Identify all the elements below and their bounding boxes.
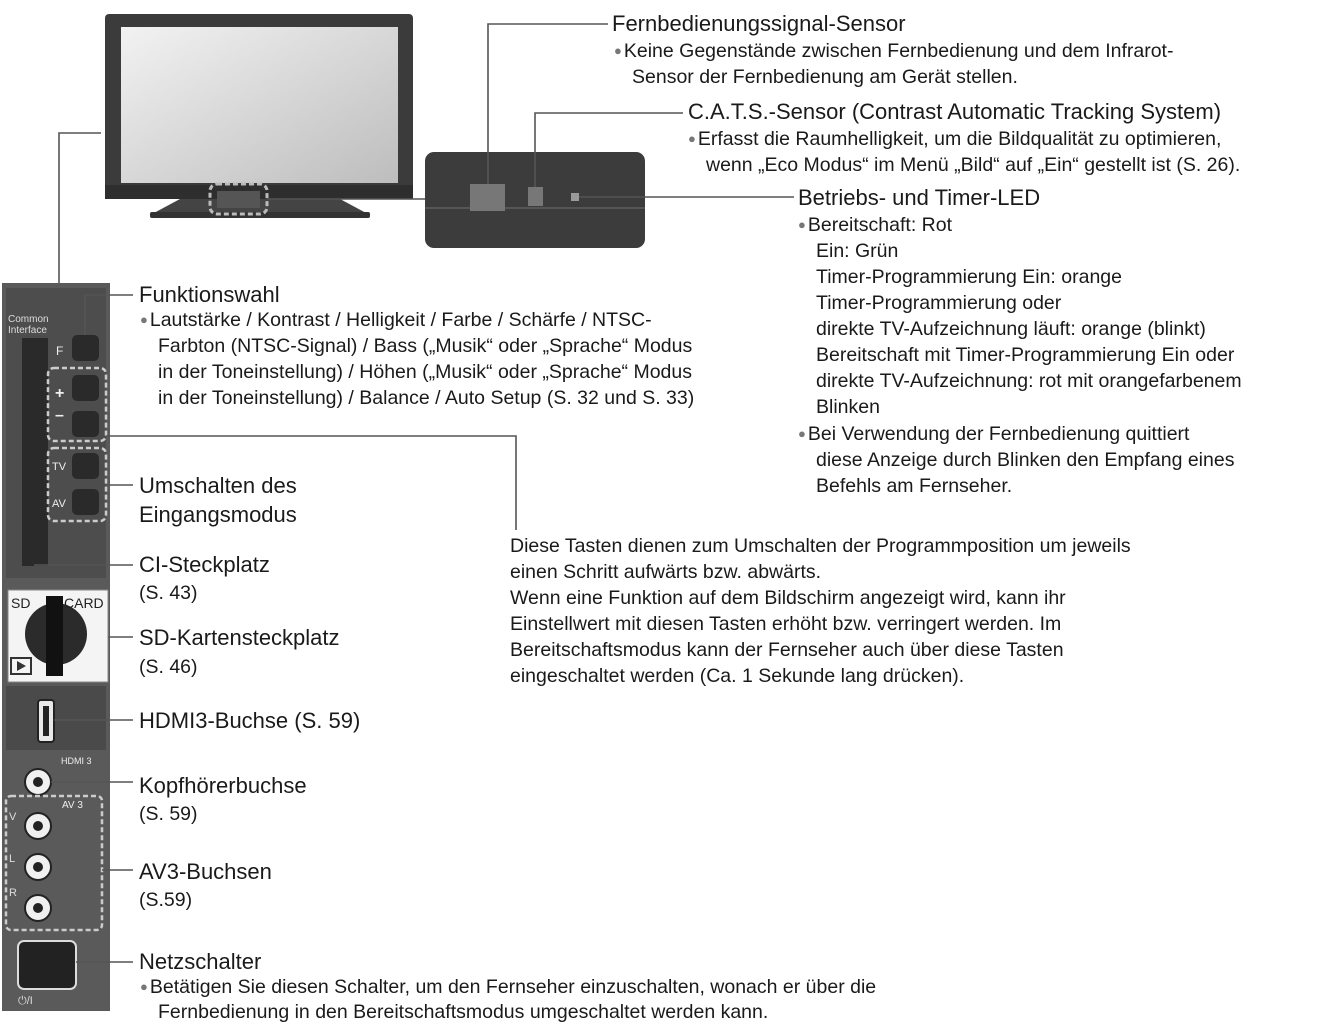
cats-sensor-line-2: wenn „Eco Modus“ im Menü „Bild“ auf „Ein“ gestellt ist (S. 26). [706,154,1241,176]
channel-keys-line-3: Wenn eine Funktion auf dem Bildschirm angezeigt wird, kann ihr [510,587,1066,609]
power-line-1: ● Betätigen Sie diesen Schalter, um den Fernseher einzuschalten, wonach er über die [140,974,876,1002]
channel-keys-line-2: einen Schritt aufwärts bzw. abwärts. [510,561,822,583]
sd-label: SD [11,595,31,611]
function-select-line-1: ● Lautstärke / Kontrast / Helligkeit / Farbe / Schärfe / NTSC- [140,307,652,335]
input-mode-title-2: Eingangsmodus [139,502,297,527]
ch-down-key-body [72,411,99,437]
minus-key-label: – [55,407,64,424]
av3-ref: (S.59) [139,889,193,911]
plus-key-label: + [55,385,65,402]
r-label: R [9,887,17,899]
channel-keys-line-1: Diese Tasten dienen zum Umschalten der Programmposition um jeweils [510,535,1131,557]
power-symbol: ⏻/I [18,995,33,1007]
led-title: Betriebs- und Timer-LED [798,185,1041,210]
remote-sensor-line-2: Sensor der Fernbedienung am Gerät stellen. [632,66,1018,88]
v-label: V [9,811,17,823]
leader-tv-to-panel [59,133,101,283]
remote-sensor-title: Fernbedienungssignal-Sensor [612,11,906,36]
av-key-label: AV [52,498,66,510]
led-indicator [571,193,579,201]
led-line-10: diese Anzeige durch Blinken den Empfang eines [816,449,1235,471]
ci-slot [22,338,48,566]
remote-sensor-line-1: ● Keine Gegenstände zwischen Fernbedienung und dem Infrarot- [614,38,1173,66]
led-line-4: Timer-Programmierung oder [816,292,1062,314]
tv-key-label: TV [52,461,67,473]
function-select-line-3: in der Toneinstellung) / Höhen („Musik“ oder „Sprache“ Modus [158,361,692,383]
led-line-1: ● Bereitschaft: Rot [798,212,952,240]
card-label: CARD [64,595,104,611]
av3-title: AV3-Buchsen [139,859,272,884]
channel-keys-line-5: Bereitschaftsmodus kann der Fernseher auch über diese Tasten [510,639,1064,661]
ci-slot-ref: (S. 43) [139,582,198,604]
cats-sensor-line-1: ● Erfasst die Raumhelligkeit, um die Bildqualität zu optimieren, [688,126,1221,154]
channel-keys-line-6: eingeschaltet werden (Ca. 1 Sekunde lang drücken). [510,665,965,687]
led-line-11: Befehls am Fernseher. [816,475,1013,497]
input-mode-title-1: Umschalten des [139,473,297,498]
led-line-3: Timer-Programmierung Ein: orange [816,266,1122,288]
tv-screen [121,27,398,183]
tv-sensor-area [217,191,260,208]
power-line-2: Fernbedienung in den Bereitschaftsmodus umgeschaltet werden kann. [158,1001,769,1023]
hdmi-label: HDMI 3 [61,756,92,766]
function-select-line-4: in der Toneinstellung) / Balance / Auto Setup (S. 32 und S. 33) [158,387,695,409]
hdmi3-title: HDMI3-Buchse (S. 59) [139,708,361,733]
f-key-body [72,335,99,361]
function-select-line-2: Farbton (NTSC-Signal) / Bass („Musik“ oder „Sprache“ Modus [158,335,693,357]
led-line-6: Bereitschaft mit Timer-Programmierung Ein oder [816,344,1235,366]
cats-sensor-title: C.A.T.S.-Sensor (Contrast Automatic Tracking System) [688,99,1222,124]
cats-sensor-window [528,187,543,206]
power-switch [18,941,76,989]
ci-label-2: Interface [8,325,47,336]
led-line-7: direkte TV-Aufzeichnung: rot mit orangefarbenem [816,370,1242,392]
function-select-title: Funktionswahl [139,282,280,307]
led-line-5: direkte TV-Aufzeichnung läuft: orange (blinkt) [816,318,1206,340]
sd-slot-title: SD-Kartensteckplatz [139,625,340,650]
headphone-ref: (S. 59) [139,803,198,825]
led-line-9: ● Bei Verwendung der Fernbedienung quittiert [798,421,1189,449]
tv-illustration [105,14,413,218]
l-label: L [9,853,16,865]
f-key-label: F [56,344,64,358]
channel-keys-line-4: Einstellwert mit diesen Tasten erhöht bzw. verringert werden. Im [510,613,1062,635]
led-line-2: Ein: Grün [816,240,899,262]
sd-card-slot [46,596,63,676]
ci-slot-title: CI-Steckplatz [139,552,270,577]
tv-key-body [72,453,99,479]
av-key-body [72,489,99,515]
headphone-title: Kopfhörerbuchse [139,773,307,798]
ch-up-key-body [72,375,99,401]
power-title: Netzschalter [139,949,262,974]
av3-label: AV 3 [62,800,83,811]
led-line-8: Blinken [816,396,880,418]
ci-label-1: Common [8,314,49,325]
sd-slot-ref: (S. 46) [139,656,198,678]
remote-sensor-window [470,184,505,211]
